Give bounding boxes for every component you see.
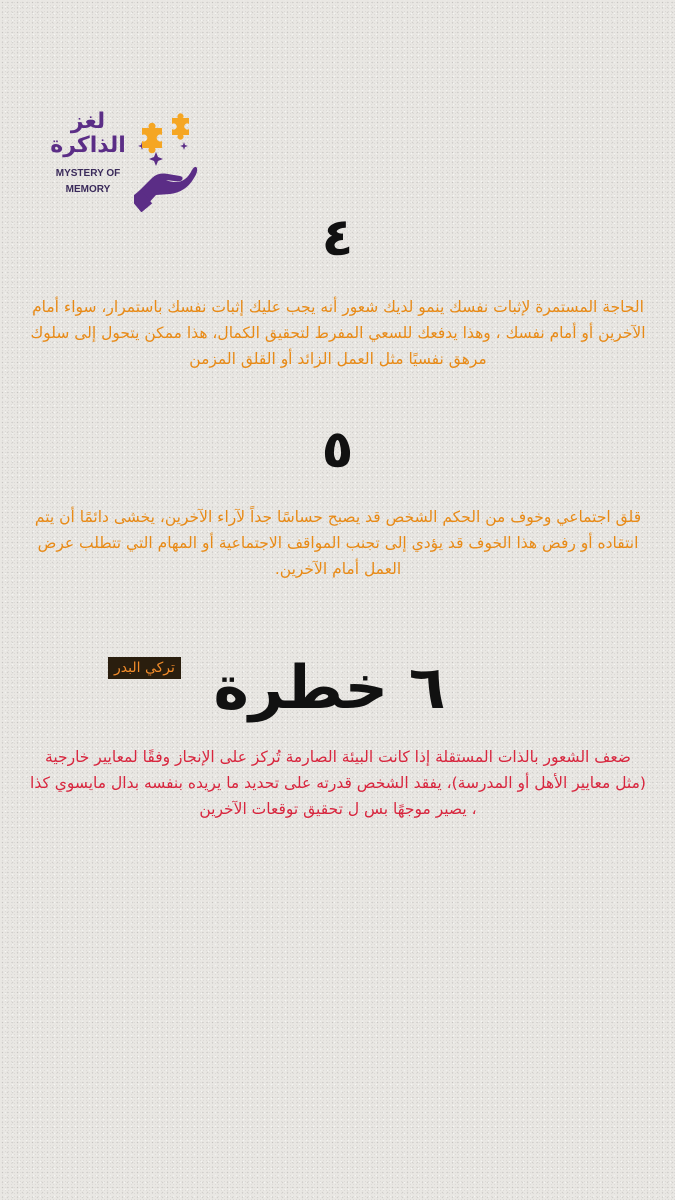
hand-holding-puzzle-icon (134, 112, 198, 212)
author-watermark: تركي البدر (108, 657, 181, 679)
logo-arabic-line-2: الذاكرة (50, 133, 126, 158)
brand-logo (38, 110, 198, 210)
section-6-heading: ٦ خطرة (213, 653, 446, 723)
section-5-number: ٥ (321, 420, 354, 480)
logo-english-title (38, 166, 138, 198)
section-4-number: ٤ (321, 208, 354, 268)
section-6-text: ضعف الشعور بالذات المستقلة إذا كانت البيئة الصارمة تُركز على الإنجاز وفقًا لمعايير خارجية (مثل معايير الأهل أو المدرسة)، يفقد الشخص قدرته على تحديد ما يريده بنفسه بدال مايسوي كذا ، يصير موجهًا بس ل تحقيق توقعات الآخرين (30, 748, 646, 818)
section-5-text: قلق اجتماعي وخوف من الحكم الشخص قد يصبح حساسًا جداً لآراء الآخرين، يخشى دائمًا أن يتم انتقاده أو رفض هذا الخوف قد يؤدي إلى تجنب المواقف الاجتماعية أو المهام التي تتطلب عرض العمل أمام الآخرين. (34, 508, 642, 578)
logo-arabic-line-1: لغز (70, 109, 106, 134)
section-4-text: الحاجة المستمرة لإثبات نفسك ينمو لديك شعور أنه يجب عليك إثبات نفسك باستمرار، سواء أمام الآخرين أو أمام نفسك ، وهذا يدفعك للسعي المفرط لتحقيق الكمال، هذا ممكن يتحول إلى سلوك مرهق نفسيًا مثل العمل الزائد أو القلق المزمن (30, 298, 646, 368)
logo-arabic-title (38, 110, 138, 158)
logo-english-line-2: MEMORY (65, 184, 111, 195)
logo-english-line-1: MYSTERY OF (55, 168, 121, 179)
